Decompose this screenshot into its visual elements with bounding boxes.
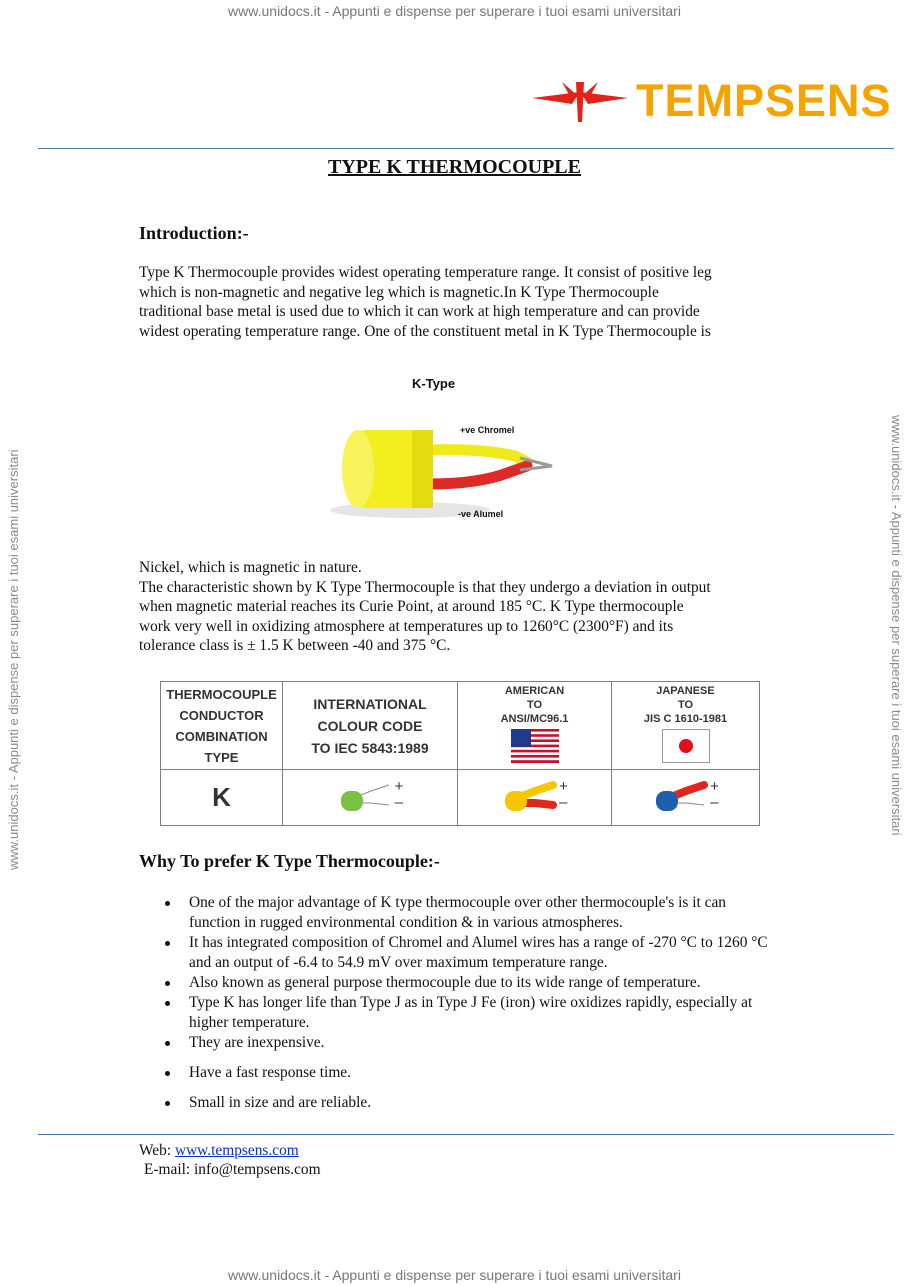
footer-web	[139, 1142, 299, 1160]
plus-mark: +	[394, 778, 404, 795]
tempsens-logo-text: TEMPSENS	[636, 75, 892, 126]
header-line: TYPE	[204, 749, 239, 765]
text-line: The characteristic shown by K Type Thermocouple is that they undergo a deviation in output	[139, 578, 711, 596]
thermocouple-type-cell: K	[161, 770, 283, 826]
iec-colour-cell	[283, 770, 458, 826]
list-item: Also known as general purpose thermocouple due to its wide range of temperature.	[139, 973, 769, 993]
watermark-bottom: www.unidocs.it - Appunti e dispense per superare i tuoi esami universitari	[228, 1267, 681, 1283]
header-line: THERMOCOUPLE	[166, 686, 277, 702]
ansi-colour-cell	[458, 770, 612, 826]
intro-paragraph-2	[139, 558, 769, 656]
header-line: JIS C 1610-1981	[643, 713, 728, 725]
figure-title: K-Type	[412, 376, 456, 391]
ansi-wire-icon	[501, 778, 557, 812]
text-line: tolerance class is ± 1.5 K between -40 and 375 °C.	[139, 637, 451, 654]
text-line: Nickel, which is magnetic in nature.	[139, 559, 362, 576]
table-header-row	[161, 682, 760, 770]
minus-mark: –	[394, 794, 403, 811]
introduction-heading: Introduction:-	[139, 223, 249, 243]
minus-mark: –	[559, 794, 568, 811]
header-line: AMERICAN	[504, 685, 565, 697]
text-line: traditional base metal is used due to which it can work at high temperature and can provide	[139, 303, 700, 320]
plus-mark: +	[710, 778, 719, 795]
ansi-sheath	[505, 791, 527, 811]
table-row	[161, 770, 760, 826]
minus-mark: –	[710, 794, 719, 811]
header-line: INTERNATIONAL	[313, 695, 427, 712]
header-line: TO IEC 5843:1989	[311, 739, 429, 756]
header-line: JAPANESE	[656, 685, 715, 697]
table-header-cell	[458, 682, 612, 770]
header-line: COMBINATION	[175, 728, 268, 744]
header-rule	[38, 148, 894, 149]
text-line: which is non-magnetic and negative leg which is magnetic.In K Type Thermocouple	[139, 283, 659, 301]
table-header-cell	[283, 682, 458, 770]
us-flag-icon	[511, 729, 559, 763]
text-line: widest operating temperature range. One of the constituent metal in K Type Thermocouple is	[139, 322, 711, 340]
iec-wire-icon	[337, 778, 393, 812]
polarity-marks	[559, 779, 568, 811]
header-line: COLOUR CODE	[317, 717, 423, 734]
header-line: CONDUCTOR	[179, 707, 264, 723]
watermark-left: www.unidocs.it - Appunti e dispense per superare i tuoi esami universitari	[6, 449, 21, 870]
tempsens-mark-icon	[532, 78, 628, 122]
intro-paragraph-1	[139, 263, 769, 341]
why-bullet-list	[139, 893, 769, 1113]
japan-flag-icon	[662, 729, 710, 763]
page-title: TYPE K THERMOCOUPLE	[328, 156, 581, 178]
colour-code-table	[160, 681, 760, 826]
k-type-figure	[330, 372, 590, 527]
text-line: Type K Thermocouple provides widest operating temperature range. It consist of positive leg	[139, 264, 712, 281]
iec-sheath	[341, 791, 363, 811]
table-header-cell	[612, 682, 760, 770]
list-item: Have a fast response time.	[139, 1063, 769, 1083]
website-link[interactable]: www.tempsens.com	[174, 1142, 299, 1159]
jis-colour-cell	[612, 770, 760, 826]
web-label: Web:	[139, 1142, 175, 1159]
list-item: They are inexpensive.	[139, 1033, 769, 1053]
negative-leg-label: -ve Alumel	[458, 509, 504, 519]
jis-sheath	[656, 791, 678, 811]
polarity-marks	[710, 779, 719, 811]
watermark-top: www.unidocs.it - Appunti e dispense per superare i tuoi esami universitari	[228, 3, 681, 19]
polarity-marks	[395, 779, 404, 811]
header-line: ANSI/MC96.1	[500, 713, 569, 725]
table-header-cell	[161, 682, 283, 770]
header-line: TO	[526, 699, 543, 711]
list-item: Type K has longer life than Type J as in Type J Fe (iron) wire oxidizes rapidly, especially at higher temperature.	[139, 993, 769, 1033]
list-item: It has integrated composition of Chromel and Alumel wires has a range of -270 °C to 1260 °C and an output of -6.4 to 54.9 mV over maximum temperature range.	[139, 933, 769, 973]
positive-leg-label: +ve Chromel	[460, 425, 515, 435]
text-line: work very well in oxidizing atmosphere at temperatures up to 1260°C (2300°F) and its	[139, 617, 674, 635]
footer-rule	[38, 1134, 894, 1135]
watermark-right: www.unidocs.it - Appunti e dispense per superare i tuoi esami universitari	[889, 415, 904, 836]
list-item: Small in size and are reliable.	[139, 1093, 769, 1113]
list-item: One of the major advantage of K type thermocouple over other thermocouple's is it can function in rugged environmental condition & in various atmospheres.	[139, 893, 769, 933]
footer-email: E-mail: info@tempsens.com	[144, 1161, 321, 1178]
text-line: when magnetic material reaches its Curie Point, at around 185 °C. K Type thermocouple	[139, 598, 684, 615]
header-line: TO	[677, 699, 694, 711]
why-heading: Why To prefer K Type Thermocouple:-	[139, 851, 440, 871]
plus-mark: +	[559, 778, 568, 795]
jis-wire-icon	[652, 778, 708, 812]
tempsens-logo	[532, 75, 892, 126]
